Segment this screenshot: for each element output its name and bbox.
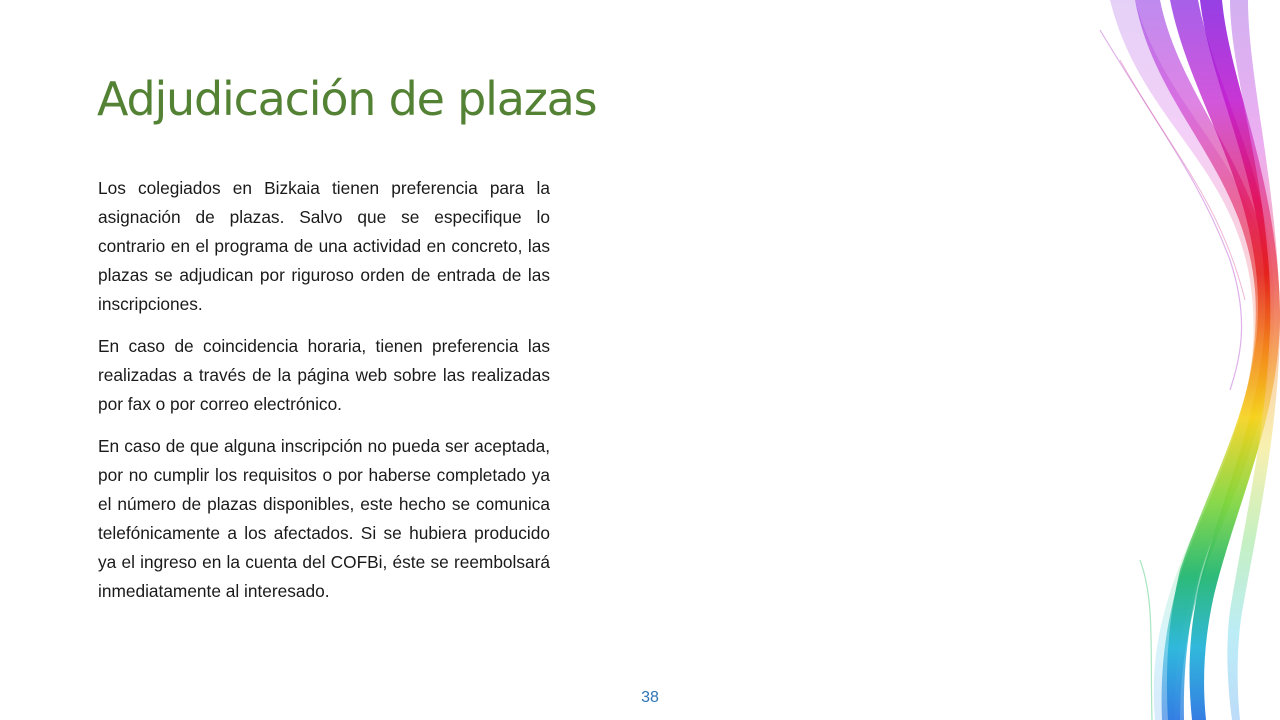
paragraph-2: En caso de coincidencia horaria, tienen preferencia las realizadas a través de la página web sobre las realizadas por fax o por correo electrónico.: [98, 336, 550, 414]
paragraph-3: En caso de que alguna inscripción no pueda ser aceptada, por no cumplir los requisitos o por haberse completado ya el número de plazas disponibles, este hecho se comunica telefónicamente a los afectados. Si se hubiera producido ya el ingreso en la cuenta del COFBi, éste se reembolsará inmediatamente al interesado.: [98, 436, 550, 601]
ribbon-strands: [1100, 0, 1280, 720]
rainbow-ribbon-decoration: [1080, 0, 1280, 720]
slide-title: Adjudicación de plazas: [97, 72, 597, 126]
page-number: 38: [641, 689, 659, 706]
paragraph-1: Los colegiados en Bizkaia tienen preferencia para la asignación de plazas. Salvo que se especifique lo contrario en el programa de una actividad en concreto, las plazas se adjudican por riguroso orden de entrada de las inscripciones.: [98, 178, 550, 314]
body-text: [98, 174, 550, 619]
